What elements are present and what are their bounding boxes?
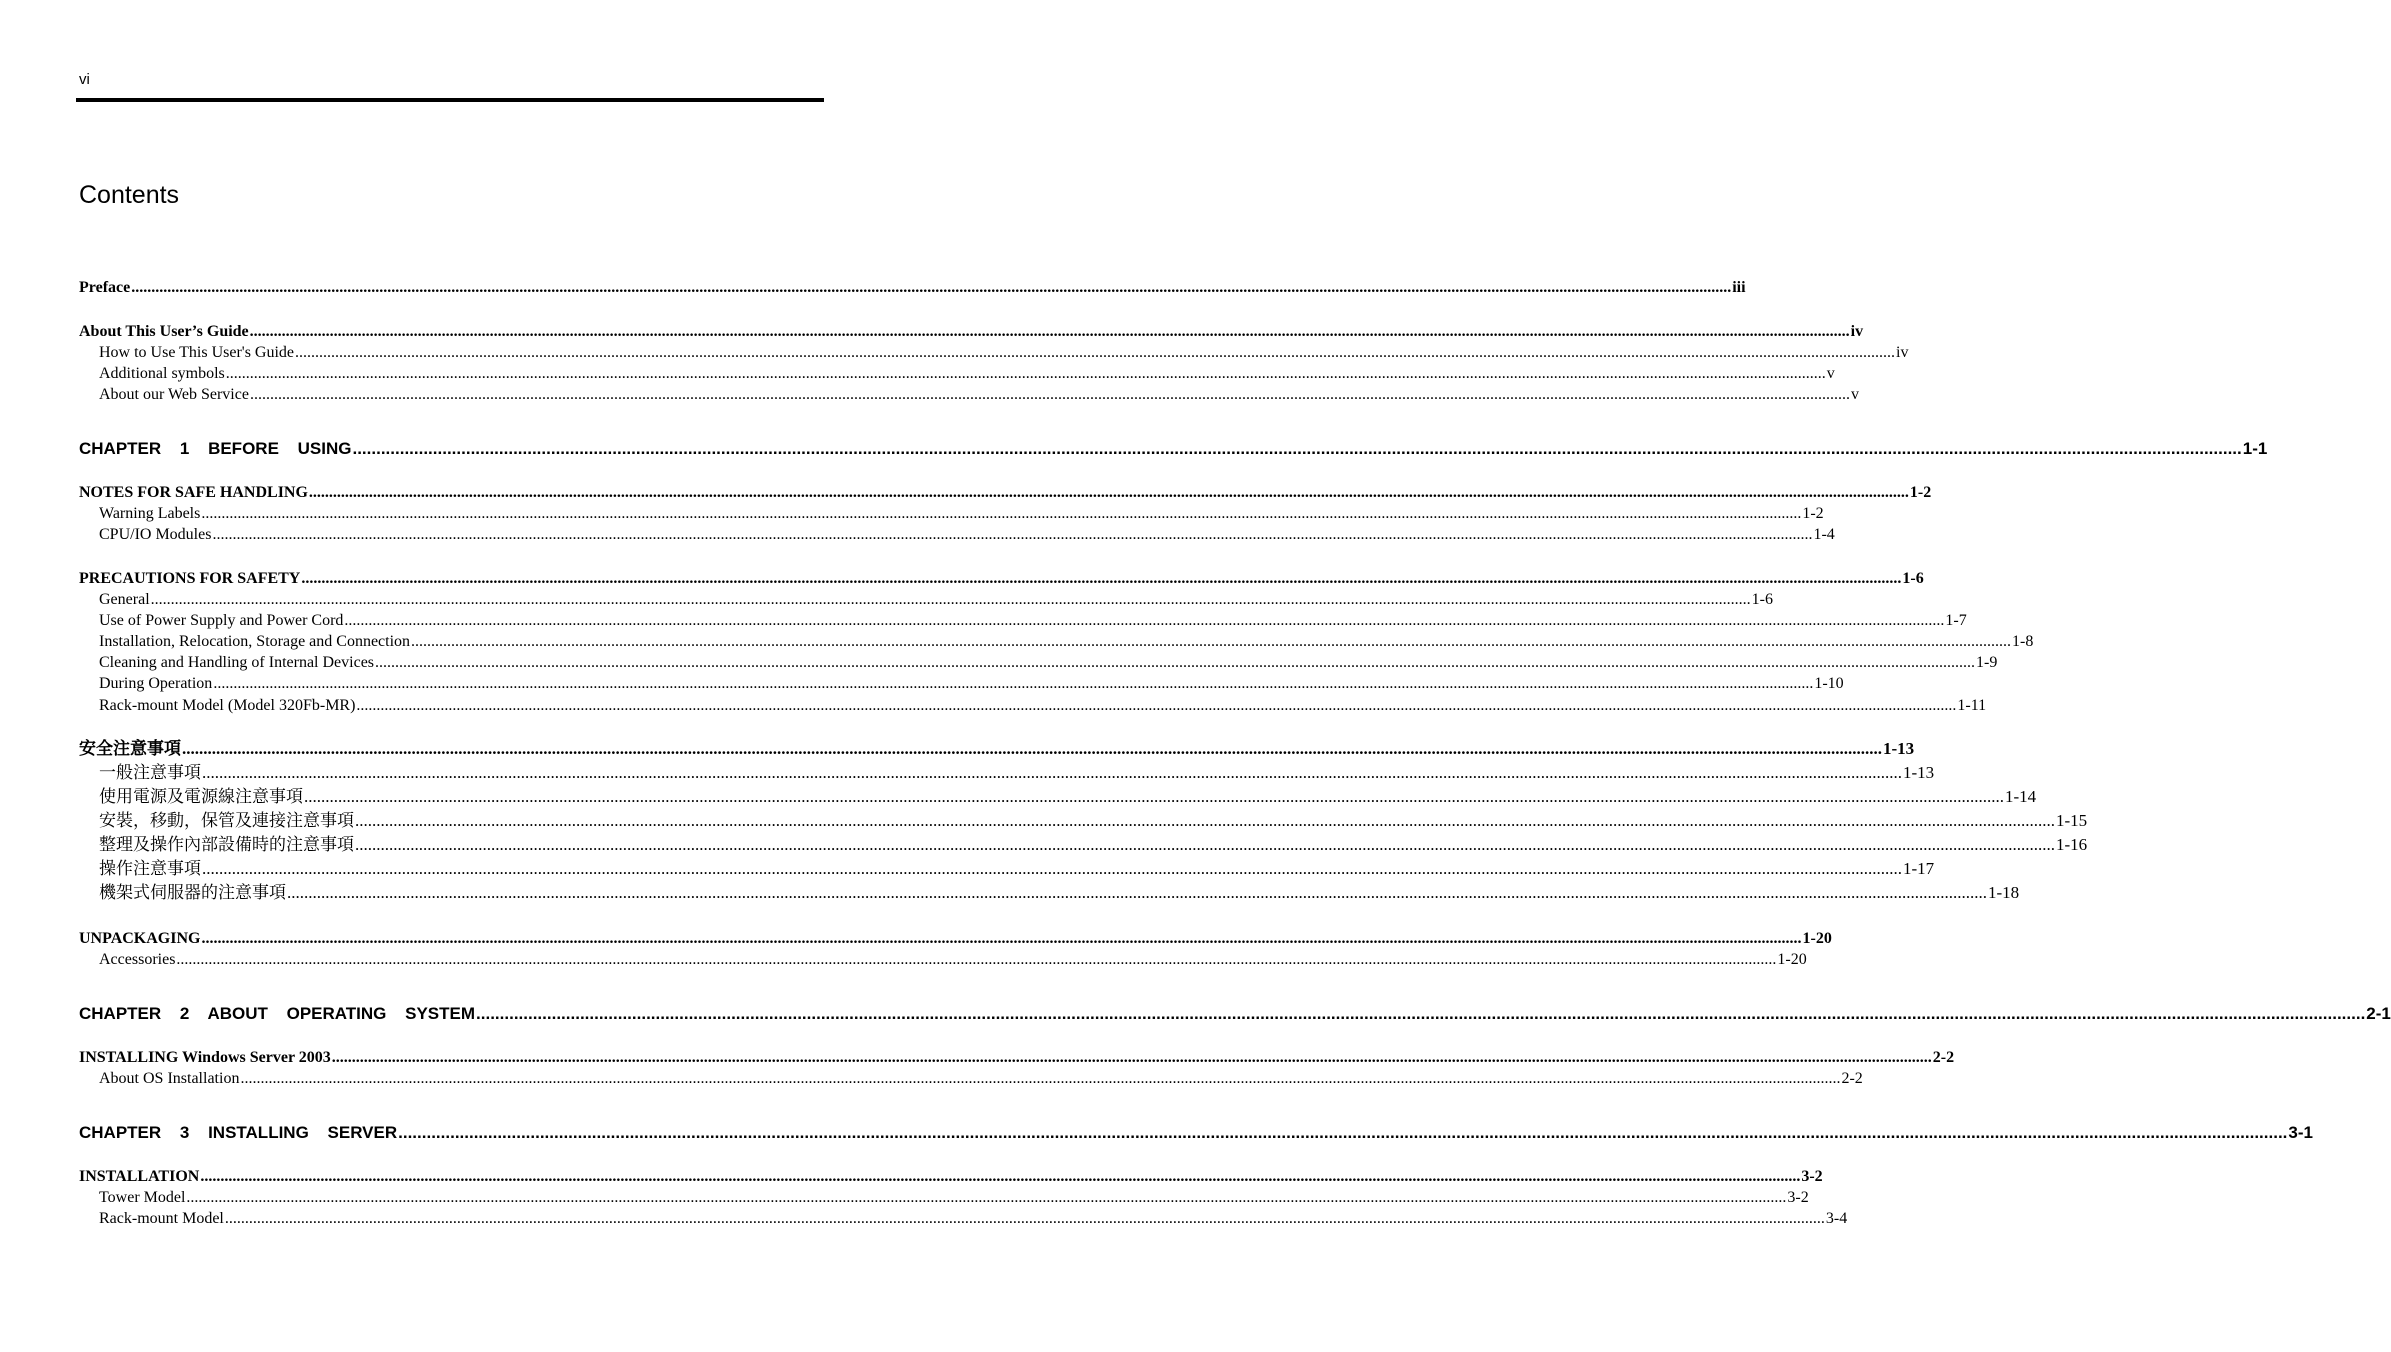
entry-page: 3-2 xyxy=(1801,1168,1823,1185)
toc-subsection-entry[interactable] xyxy=(99,364,1835,384)
toc-subsection-entry[interactable] xyxy=(99,858,1935,880)
entry-page: 1-18 xyxy=(1988,883,2020,902)
toc-section-entry[interactable] xyxy=(79,322,1864,342)
toc-section-entry[interactable] xyxy=(79,929,1832,949)
entry-title: 整理及操作內部設備時的注意事項 xyxy=(99,835,354,854)
dot-leader: ................................................................................................................................................................................................................................................................................................................................................................................................................ xyxy=(224,1210,1825,1227)
entry-page: 1-13 xyxy=(1883,739,1915,758)
toc-subsection-entry[interactable] xyxy=(99,882,2020,904)
toc-subsection-entry[interactable] xyxy=(99,611,1967,631)
entry-title: 安裝，移動，保管及連接注意事項 xyxy=(99,811,354,830)
entry-page: 1-9 xyxy=(1976,654,1998,671)
toc-section-entry[interactable] xyxy=(79,278,1746,298)
toc-chapter-entry[interactable] xyxy=(79,1004,2391,1024)
dot-leader: ................................................................................................................................................................................................................................................................................................................................................................................................................ xyxy=(249,323,1850,340)
toc-section-entry[interactable] xyxy=(79,569,1924,589)
dot-leader: ................................................................................................................................................................................................................................................................................................................................................................................................................ xyxy=(240,1070,1841,1087)
dot-leader: ................................................................................................................................................................................................................................................................................................................................................................................................................ xyxy=(331,1049,1932,1066)
dot-leader: ................................................................................................................................................................................................................................................................................................................................................................................................................ xyxy=(202,763,1902,782)
entry-title: 使用電源及電源線注意事項 xyxy=(99,787,303,806)
dot-leader: ................................................................................................................................................................................................................................................................................................................................................................................................................ xyxy=(249,386,1850,403)
toc-chapter-entry[interactable] xyxy=(79,439,2268,459)
entry-title: Tower Model xyxy=(99,1189,186,1206)
dot-leader: ................................................................................................................................................................................................................................................................................................................................................................................................................ xyxy=(182,739,1882,758)
entry-title: How to Use This User's Guide xyxy=(99,344,295,361)
entry-page: v xyxy=(1850,386,1859,403)
dot-leader: ................................................................................................................................................................................................................................................................................................................................................................................................................ xyxy=(201,930,1802,947)
entry-title: About our Web Service xyxy=(99,386,249,403)
dot-leader: ................................................................................................................................................................................................................................................................................................................................................................................................................ xyxy=(355,811,2055,830)
dot-leader: ................................................................................................................................................................................................................................................................................................................................................................................................................ xyxy=(131,279,1732,296)
entry-page: 2-1 xyxy=(2366,1004,2391,1023)
entry-title: General xyxy=(99,591,150,608)
page-number: vi xyxy=(79,71,90,88)
entry-title: UNPACKAGING xyxy=(79,930,201,947)
entry-title: 操作注意事項 xyxy=(99,859,201,878)
dot-leader: ................................................................................................................................................................................................................................................................................................................................................................................................................ xyxy=(352,439,2242,458)
dot-leader: ................................................................................................................................................................................................................................................................................................................................................................................................................ xyxy=(202,859,1902,878)
toc-subsection-entry[interactable] xyxy=(99,504,1824,524)
dot-leader: ................................................................................................................................................................................................................................................................................................................................................................................................................ xyxy=(375,654,1976,671)
entry-title: CHAPTER 2 ABOUT OPERATING SYSTEM xyxy=(79,1004,476,1023)
entry-page: 1-11 xyxy=(1957,697,1987,714)
entry-title: Use of Power Supply and Power Cord xyxy=(99,612,344,629)
dot-leader: ................................................................................................................................................................................................................................................................................................................................................................................................................ xyxy=(301,570,1902,587)
page-title: Contents xyxy=(79,181,180,209)
toc-subsection-entry[interactable] xyxy=(99,1188,1809,1208)
entry-page: 2-2 xyxy=(1841,1070,1863,1087)
entry-title: About OS Installation xyxy=(99,1070,240,1087)
dot-leader: ................................................................................................................................................................................................................................................................................................................................................................................................................ xyxy=(213,675,1814,692)
entry-page: 1-7 xyxy=(1945,612,1967,629)
entry-title: Installation, Relocation, Storage and Connection xyxy=(99,633,411,650)
dot-leader: ................................................................................................................................................................................................................................................................................................................................................................................................................ xyxy=(212,526,1813,543)
toc-subsection-entry[interactable] xyxy=(99,590,1773,610)
entry-page: 1-1 xyxy=(2242,439,2268,458)
entry-title: Preface xyxy=(79,279,131,296)
entry-page: 1-4 xyxy=(1813,526,1835,543)
dot-leader: ................................................................................................................................................................................................................................................................................................................................................................................................................ xyxy=(201,505,1802,522)
entry-title: During Operation xyxy=(99,675,213,692)
entry-page: 1-10 xyxy=(1814,675,1844,692)
entry-page: 3-4 xyxy=(1825,1210,1848,1227)
entry-page: 1-14 xyxy=(2005,787,2037,806)
entry-page: 1-16 xyxy=(2056,835,2088,854)
toc-chapter-entry[interactable] xyxy=(79,1123,2313,1143)
entry-page: 1-2 xyxy=(1802,505,1824,522)
dot-leader: ................................................................................................................................................................................................................................................................................................................................................................................................................ xyxy=(287,883,1987,902)
toc-subsection-entry[interactable] xyxy=(99,1209,1848,1229)
toc-subsection-entry[interactable] xyxy=(99,786,2037,808)
dot-leader: ................................................................................................................................................................................................................................................................................................................................................................................................................ xyxy=(304,787,2004,806)
entry-title: CHAPTER 1 BEFORE USING xyxy=(79,439,352,458)
entry-title: Warning Labels xyxy=(99,505,201,522)
toc-subsection-entry[interactable] xyxy=(99,385,1859,405)
entry-page: v xyxy=(1826,365,1835,382)
toc-section-entry[interactable] xyxy=(79,1167,1823,1187)
entry-page: 1-20 xyxy=(1802,930,1832,947)
entry-page: iv xyxy=(1896,344,1909,361)
entry-title: About This User’s Guide xyxy=(79,323,249,340)
entry-page: 1-17 xyxy=(1903,859,1935,878)
dot-leader: ................................................................................................................................................................................................................................................................................................................................................................................................................ xyxy=(308,484,1909,501)
entry-title: Cleaning and Handling of Internal Devices xyxy=(99,654,375,671)
entry-title: CPU/IO Modules xyxy=(99,526,212,543)
toc-subsection-entry[interactable] xyxy=(99,1069,1863,1089)
entry-title: NOTES FOR SAFE HANDLING xyxy=(79,484,308,501)
entry-page: 3-2 xyxy=(1787,1189,1809,1206)
toc-section-entry[interactable] xyxy=(79,483,1932,503)
entry-title: 機架式伺服器的注意事項 xyxy=(99,883,286,902)
entry-title: 安全注意事項 xyxy=(79,739,181,758)
entry-page: 2-2 xyxy=(1932,1049,1955,1066)
entry-page: 1-8 xyxy=(2012,633,2034,650)
toc-subsection-entry[interactable] xyxy=(99,632,2034,652)
entry-title: Rack-mount Model (Model 320Fb-MR) xyxy=(99,697,356,714)
toc-section-entry[interactable] xyxy=(79,1048,1955,1068)
toc-subsection-entry[interactable] xyxy=(99,343,1909,363)
dot-leader: ................................................................................................................................................................................................................................................................................................................................................................................................................ xyxy=(295,344,1896,361)
dot-leader: ................................................................................................................................................................................................................................................................................................................................................................................................................ xyxy=(356,697,1957,714)
entry-page: iv xyxy=(1850,323,1864,340)
toc-subsection-entry[interactable] xyxy=(99,810,2088,832)
dot-leader: ................................................................................................................................................................................................................................................................................................................................................................................................................ xyxy=(344,612,1945,629)
entry-page: 1-20 xyxy=(1777,951,1807,968)
header-rule xyxy=(76,98,824,102)
entry-title: PRECAUTIONS FOR SAFETY xyxy=(79,570,301,587)
entry-title: CHAPTER 3 INSTALLING SERVER xyxy=(79,1123,398,1142)
entry-page: 3-1 xyxy=(2288,1123,2313,1142)
entry-page: 1-6 xyxy=(1902,570,1924,587)
entry-page: 1-15 xyxy=(2056,811,2088,830)
toc-subsection-entry[interactable] xyxy=(99,653,1998,673)
entry-page: 1-13 xyxy=(1903,763,1935,782)
entry-page: 1-2 xyxy=(1909,484,1932,501)
toc-subsection-entry[interactable] xyxy=(99,525,1835,545)
dot-leader: ................................................................................................................................................................................................................................................................................................................................................................................................................ xyxy=(355,835,2055,854)
toc-subsection-entry[interactable] xyxy=(99,950,1807,970)
toc-section-entry[interactable] xyxy=(79,738,1915,760)
toc-subsection-entry[interactable] xyxy=(99,696,1987,716)
entry-title: Accessories xyxy=(99,951,176,968)
dot-leader: ................................................................................................................................................................................................................................................................................................................................................................................................................ xyxy=(398,1123,2288,1142)
dot-leader: ................................................................................................................................................................................................................................................................................................................................................................................................................ xyxy=(225,365,1826,382)
entry-page: iii xyxy=(1732,279,1746,296)
dot-leader: ................................................................................................................................................................................................................................................................................................................................................................................................................ xyxy=(411,633,2012,650)
dot-leader: ................................................................................................................................................................................................................................................................................................................................................................................................................ xyxy=(150,591,1751,608)
dot-leader: ................................................................................................................................................................................................................................................................................................................................................................................................................ xyxy=(186,1189,1787,1206)
toc-subsection-entry[interactable] xyxy=(99,762,1935,784)
entry-title: INSTALLING Windows Server 2003 xyxy=(79,1049,331,1066)
toc-subsection-entry[interactable] xyxy=(99,674,1844,694)
entry-title: Additional symbols xyxy=(99,365,225,382)
dot-leader: ................................................................................................................................................................................................................................................................................................................................................................................................................ xyxy=(176,951,1777,968)
toc-subsection-entry[interactable] xyxy=(99,834,2088,856)
entry-title: INSTALLATION xyxy=(79,1168,200,1185)
dot-leader: ................................................................................................................................................................................................................................................................................................................................................................................................................ xyxy=(476,1004,2366,1023)
dot-leader: ................................................................................................................................................................................................................................................................................................................................................................................................................ xyxy=(200,1168,1801,1185)
entry-title: 一般注意事項 xyxy=(99,763,201,782)
entry-page: 1-6 xyxy=(1751,591,1773,608)
entry-title: Rack-mount Model xyxy=(99,1210,224,1227)
